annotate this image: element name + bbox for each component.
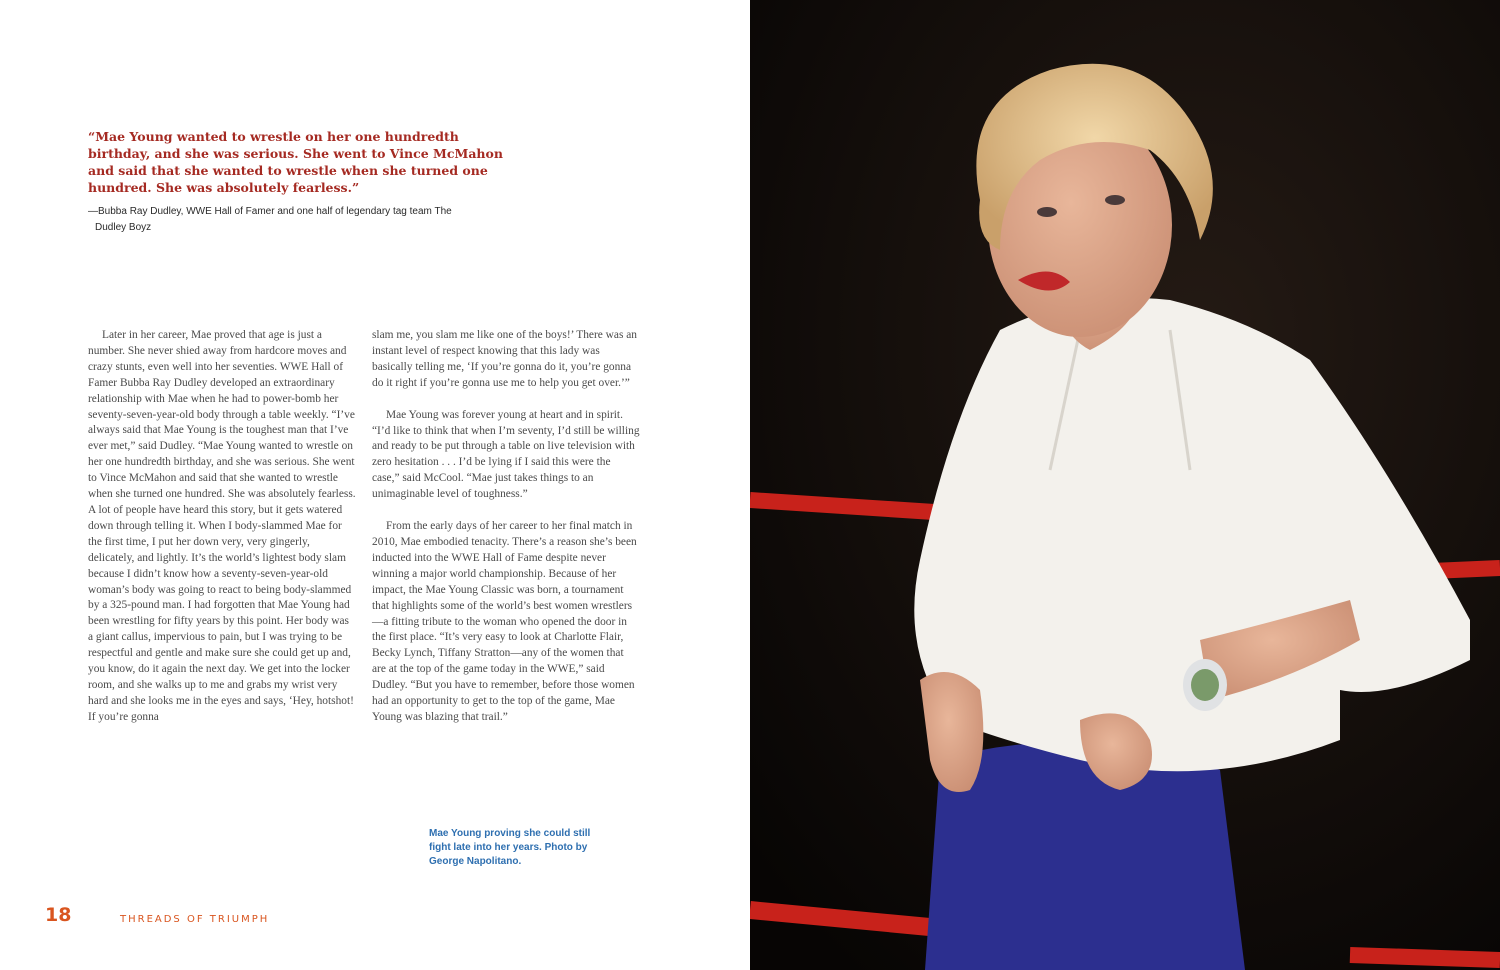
quote-attribution: —Bubba Ray Dudley, WWE Hall of Famer and one half of legendary tag team The Dudley Boyz bbox=[88, 206, 452, 233]
body-paragraph: Mae Young was forever young at heart and in spirit. “I’d like to think that when I’m seventy, I’d still be willing and ready to be put through a table on live television with zero hesitation . . . I’d be lying if I said this were the case,” said McCool. “Mae just takes things to an unimaginable level of toughness.” bbox=[372, 408, 640, 501]
body-paragraph: From the early days of her career to her final match in 2010, Mae embodied tenacity. There’s a reason she’s been inducted into the WWE Hall of Fame despite never winning a major world championship. Because of her impact, the Mae Young Classic was born, a tournament that highlights some of the world’s best women wrestlers—a fitting tribute to the woman who opened the door in the first place. “It’s very easy to look at Charlotte Flair, Becky Lynch, Tiffany Stratton—any of the women that are at the top of the game today in the WWE,” said Dudley. “But you have to remember, before those women had an opportunity to get to the top of the game, Mae Young was blazing that trail.” bbox=[372, 520, 637, 723]
photo-mae-young bbox=[750, 0, 1500, 970]
body-column-2 bbox=[372, 328, 640, 726]
photo-caption: Mae Young proving she could still fight late into her years. Photo by George Napolitano. bbox=[429, 828, 591, 867]
running-head: THREADS OF TRIUMPH bbox=[120, 914, 270, 925]
body-paragraph: Later in her career, Mae proved that age is just a number. She never shied away from hardcore moves and crazy stunts, even well into her seventies. WWE Hall of Famer Bubba Ray Dudley developed an extraordinary relationship with Mae when he had to power-bomb her seventy-seven-year-old body through a table weekly. “I’ve always said that Mae Young is the toughest man that I’ve ever met,” said Dudley. “Mae Young wanted to wrestle on her one hundredth birthday, and she was serious. She went to Vince McMahon and said that she wanted to wrestle when she turned one hundred. She was absolutely fearless. A lot of people have heard this story, but it gets watered down through telling it. When I body-slammed Mae for the first time, I put her down very, very gingerly, delicately, and lightly. It’s the world’s lightest body slam because I didn’t know how a seventy-seven-year-old woman’s body was going to react to being body-slammed by a 325-pound man. I had forgotten that Mae Young had been wrestling for fifty years by this point. Her body was a giant callus, impervious to pain, but I was trying to be respectful and gentle and make sure she could get up and, you know, do it again the next day. We get into the locker room, and she walks up to me and grabs my wrist very hard and she looks me in the eyes and says, ‘Hey, hotshot! If you’re gonna bbox=[88, 329, 356, 723]
body-column-1 bbox=[88, 328, 356, 726]
page-number: 18 bbox=[45, 904, 72, 926]
pull-quote: “Mae Young wanted to wrestle on her one hundredth birthday, and she was serious. She went to Vince McMahon and said that she wanted to wrestle when she turned one hundred. She was absolutely fearless.” bbox=[88, 129, 503, 195]
photo-illustration bbox=[750, 0, 1500, 970]
body-paragraph-continued: slam me, you slam me like one of the boys!’ There was an instant level of respect knowing that this lady was basically telling me, ‘If you’re gonna do it, you’re gonna do it right if you’re gonna use me to help you get over.’” bbox=[372, 329, 637, 389]
